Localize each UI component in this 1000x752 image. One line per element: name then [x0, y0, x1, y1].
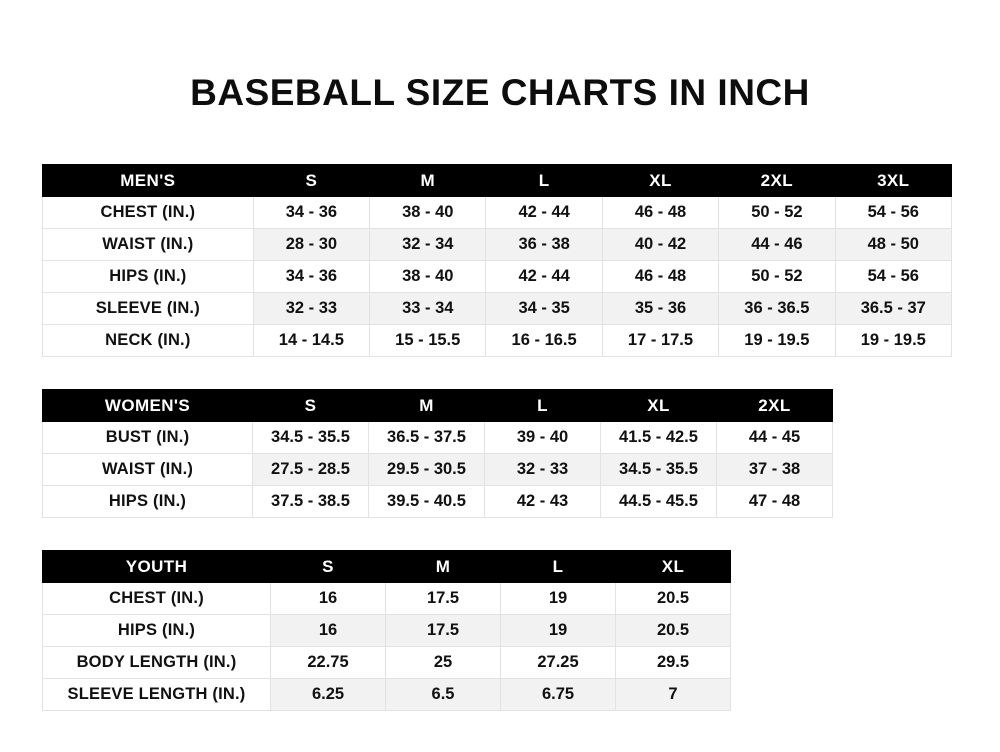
- cell: 22.75: [271, 647, 386, 679]
- mens-table-body: [43, 197, 952, 357]
- cell: 54 - 56: [835, 197, 951, 229]
- table-row: [43, 293, 952, 325]
- cell: 27.25: [501, 647, 616, 679]
- row-label: SLEEVE LENGTH (IN.): [43, 679, 271, 711]
- table-row: [43, 679, 731, 711]
- cell: 19 - 19.5: [835, 325, 951, 357]
- row-label: CHEST (IN.): [43, 197, 254, 229]
- row-label: HIPS (IN.): [43, 486, 253, 518]
- row-label: HIPS (IN.): [43, 615, 271, 647]
- mens-size-table: [42, 164, 952, 357]
- cell: 44 - 46: [719, 229, 835, 261]
- youth-header-s: S: [271, 551, 386, 583]
- cell: 34 - 35: [486, 293, 602, 325]
- cell: 50 - 52: [719, 197, 835, 229]
- cell: 17 - 17.5: [602, 325, 718, 357]
- womens-header-2xl: 2XL: [717, 390, 833, 422]
- cell: 39 - 40: [485, 422, 601, 454]
- cell: 44.5 - 45.5: [601, 486, 717, 518]
- cell: 37.5 - 38.5: [253, 486, 369, 518]
- table-header-row: [43, 165, 952, 197]
- table-row: [43, 325, 952, 357]
- row-label: WAIST (IN.): [43, 229, 254, 261]
- cell: 14 - 14.5: [253, 325, 369, 357]
- womens-header-l: L: [485, 390, 601, 422]
- cell: 7: [616, 679, 731, 711]
- cell: 46 - 48: [602, 197, 718, 229]
- womens-header-s: S: [253, 390, 369, 422]
- table-row: [43, 583, 731, 615]
- youth-header-m: M: [386, 551, 501, 583]
- cell: 36 - 38: [486, 229, 602, 261]
- cell: 42 - 44: [486, 261, 602, 293]
- cell: 44 - 45: [717, 422, 833, 454]
- row-label: HIPS (IN.): [43, 261, 254, 293]
- cell: 17.5: [386, 583, 501, 615]
- mens-header-category: MEN'S: [43, 165, 254, 197]
- page-title: BASEBALL SIZE CHARTS IN INCH: [190, 72, 810, 113]
- table-header-row: [43, 390, 833, 422]
- cell: 27.5 - 28.5: [253, 454, 369, 486]
- cell: 50 - 52: [719, 261, 835, 293]
- cell: 36 - 36.5: [719, 293, 835, 325]
- cell: 41.5 - 42.5: [601, 422, 717, 454]
- mens-header-s: S: [253, 165, 369, 197]
- table-row: [43, 197, 952, 229]
- cell: 47 - 48: [717, 486, 833, 518]
- cell: 38 - 40: [370, 261, 486, 293]
- table-row: [43, 422, 833, 454]
- row-label: CHEST (IN.): [43, 583, 271, 615]
- cell: 48 - 50: [835, 229, 951, 261]
- youth-table-body: [43, 583, 731, 711]
- cell: 32 - 33: [253, 293, 369, 325]
- cell: 39.5 - 40.5: [369, 486, 485, 518]
- cell: 35 - 36: [602, 293, 718, 325]
- womens-table-header: [43, 390, 833, 422]
- cell: 25: [386, 647, 501, 679]
- womens-header-m: M: [369, 390, 485, 422]
- table-row: [43, 229, 952, 261]
- cell: 34.5 - 35.5: [601, 454, 717, 486]
- cell: 40 - 42: [602, 229, 718, 261]
- cell: 32 - 33: [485, 454, 601, 486]
- table-row: [43, 261, 952, 293]
- cell: 19 - 19.5: [719, 325, 835, 357]
- youth-header-category: YOUTH: [43, 551, 271, 583]
- table-header-row: [43, 551, 731, 583]
- row-label: SLEEVE (IN.): [43, 293, 254, 325]
- cell: 33 - 34: [370, 293, 486, 325]
- mens-header-xl: XL: [602, 165, 718, 197]
- cell: 42 - 43: [485, 486, 601, 518]
- size-tables-container: [0, 164, 1000, 711]
- table-row: [43, 647, 731, 679]
- row-label: BUST (IN.): [43, 422, 253, 454]
- womens-table-body: [43, 422, 833, 518]
- row-label: WAIST (IN.): [43, 454, 253, 486]
- cell: 20.5: [616, 583, 731, 615]
- cell: 15 - 15.5: [370, 325, 486, 357]
- table-row: [43, 486, 833, 518]
- mens-header-m: M: [370, 165, 486, 197]
- cell: 34 - 36: [253, 261, 369, 293]
- table-row: [43, 454, 833, 486]
- mens-table-header: [43, 165, 952, 197]
- cell: 16: [271, 615, 386, 647]
- cell: 19: [501, 615, 616, 647]
- womens-header-category: WOMEN'S: [43, 390, 253, 422]
- youth-header-l: L: [501, 551, 616, 583]
- cell: 36.5 - 37.5: [369, 422, 485, 454]
- cell: 29.5: [616, 647, 731, 679]
- row-label: NECK (IN.): [43, 325, 254, 357]
- youth-header-xl: XL: [616, 551, 731, 583]
- youth-table-header: [43, 551, 731, 583]
- cell: 38 - 40: [370, 197, 486, 229]
- cell: 20.5: [616, 615, 731, 647]
- cell: 6.75: [501, 679, 616, 711]
- cell: 32 - 34: [370, 229, 486, 261]
- cell: 28 - 30: [253, 229, 369, 261]
- cell: 6.25: [271, 679, 386, 711]
- cell: 42 - 44: [486, 197, 602, 229]
- cell: 17.5: [386, 615, 501, 647]
- row-label: BODY LENGTH (IN.): [43, 647, 271, 679]
- cell: 16: [271, 583, 386, 615]
- cell: 34.5 - 35.5: [253, 422, 369, 454]
- cell: 54 - 56: [835, 261, 951, 293]
- youth-size-table: [42, 550, 731, 711]
- mens-header-2xl: 2XL: [719, 165, 835, 197]
- cell: 19: [501, 583, 616, 615]
- mens-header-3xl: 3XL: [835, 165, 951, 197]
- table-row: [43, 615, 731, 647]
- cell: 29.5 - 30.5: [369, 454, 485, 486]
- cell: 16 - 16.5: [486, 325, 602, 357]
- cell: 34 - 36: [253, 197, 369, 229]
- womens-header-xl: XL: [601, 390, 717, 422]
- womens-size-table: [42, 389, 833, 518]
- cell: 37 - 38: [717, 454, 833, 486]
- cell: 46 - 48: [602, 261, 718, 293]
- cell: 36.5 - 37: [835, 293, 951, 325]
- mens-header-l: L: [486, 165, 602, 197]
- cell: 6.5: [386, 679, 501, 711]
